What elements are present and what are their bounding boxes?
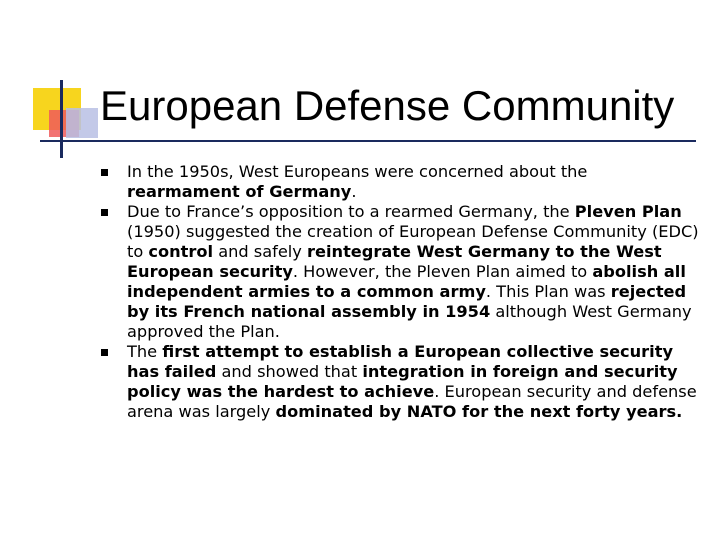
bullet-segment-bold: dominated by NATO for the next forty years. xyxy=(275,402,683,421)
bullet-segment: and showed that xyxy=(216,362,363,381)
bullet-square-icon xyxy=(100,342,127,422)
slide-title: European Defense Community xyxy=(100,82,675,129)
bullet-segment-bold: rejected by its French national assembly in 1954 xyxy=(127,282,687,321)
bullet-segment: . European security and defense arena was largely xyxy=(127,382,697,421)
bullet-segment: (1950) suggested the creation of European Defense Community (EDC) to xyxy=(127,222,699,261)
bullet-text xyxy=(127,202,700,342)
bullet-segment-bold: rearmament of Germany xyxy=(127,182,352,201)
bullet-segment: . However, the Pleven Plan aimed to xyxy=(292,262,593,281)
bullet-segment: . xyxy=(351,182,357,201)
decor-vertical-rule xyxy=(60,80,63,158)
bullet-square-icon xyxy=(100,162,127,202)
bullet-segment-bold: abolish all independent armies to a common army xyxy=(127,262,686,301)
bullet-segment-bold: control xyxy=(148,242,214,261)
bullet-text xyxy=(127,162,700,202)
bullet-item xyxy=(100,162,700,202)
bullet-item xyxy=(100,342,700,422)
bullet-segment: In the 1950s, West Europeans were concerned about the xyxy=(127,162,588,181)
bullet-segment-bold: first attempt to establish a European collective security has failed xyxy=(127,342,674,381)
bullet-text xyxy=(127,342,700,422)
bullet-segment: Due to France’s opposition to a rearmed Germany, the xyxy=(127,202,575,221)
title-underline-rule xyxy=(40,140,696,142)
bullet-square-icon xyxy=(100,202,127,342)
bullet-segment: . This Plan was xyxy=(485,282,611,301)
bullet-list xyxy=(100,162,700,422)
bullet-segment-bold: reintegrate West Germany to the West European security xyxy=(127,242,662,281)
bullet-segment: The xyxy=(127,342,163,361)
bullet-segment-bold: Pleven Plan xyxy=(574,202,682,221)
bullet-item xyxy=(100,202,700,342)
bullet-segment: although West Germany approved the Plan. xyxy=(127,302,692,341)
bullet-segment-bold: integration in foreign and security policy was the hardest to achieve xyxy=(127,362,678,401)
decor-blue-square xyxy=(66,108,98,138)
bullet-segment: and safely xyxy=(213,242,308,261)
